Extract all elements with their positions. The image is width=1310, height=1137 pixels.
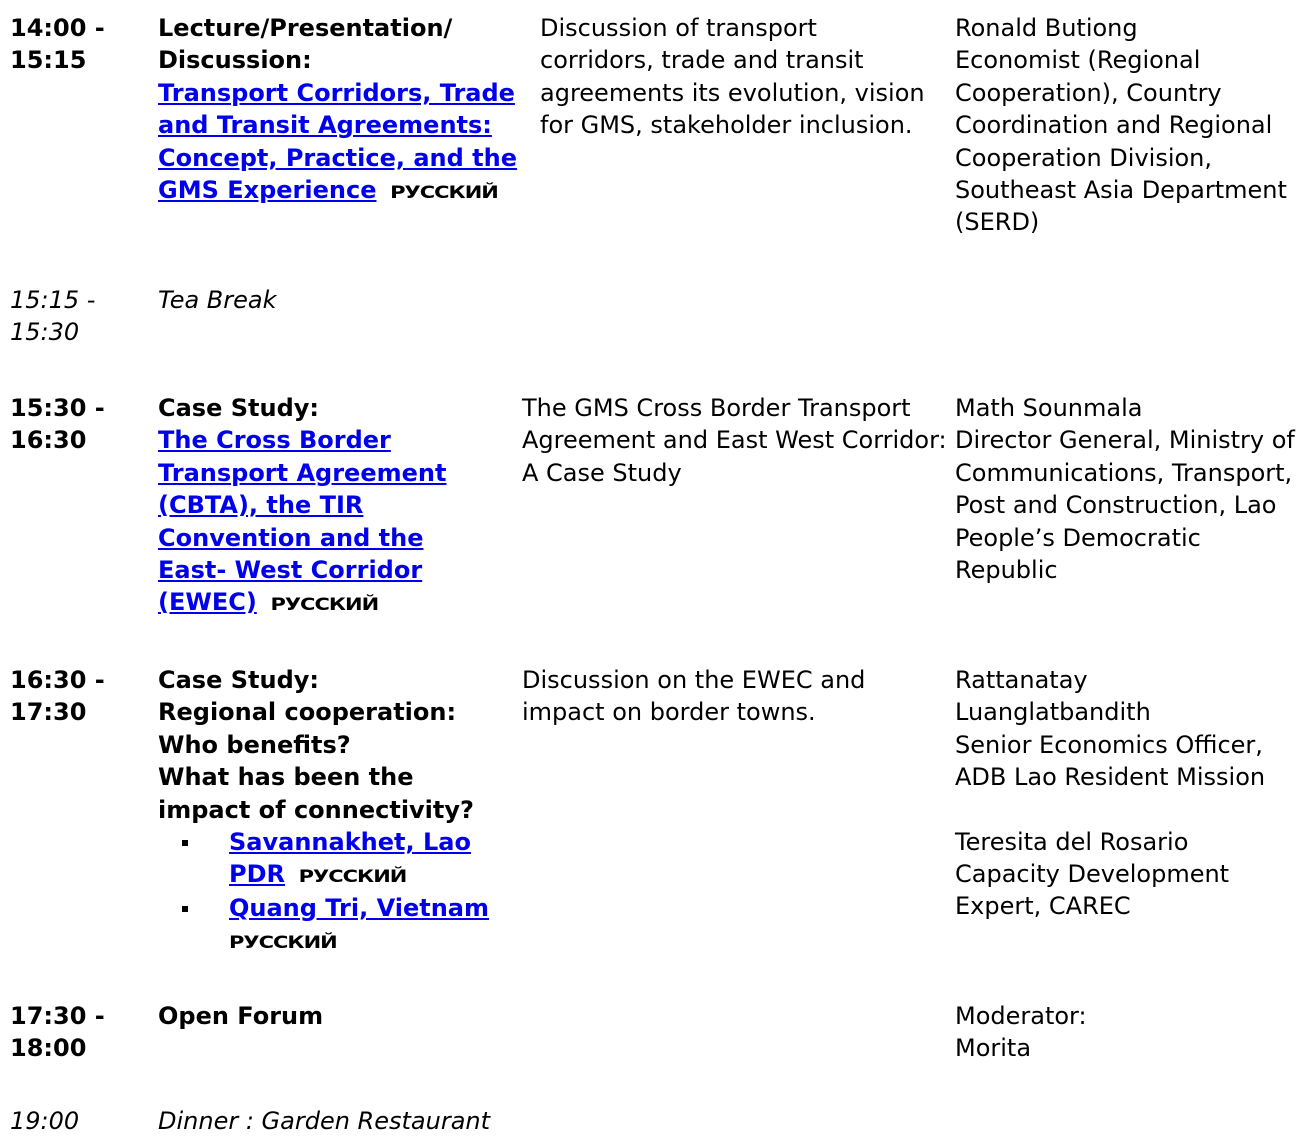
description-cell <box>540 12 930 142</box>
description-text: Discussion on the EWEC and impact on border towns. <box>522 666 866 727</box>
dinner-title: Dinner : Garden Restaurant <box>158 1107 491 1135</box>
time-start: 14:00 - <box>10 14 105 42</box>
description-text: Discussion of transport corridors, trade and transit agreements its evolution, vision for GMS, stakeholder inclusion. <box>540 14 925 140</box>
session-title: Case Study: <box>158 666 319 694</box>
russian-link[interactable]: РУССКИЙ <box>270 594 379 615</box>
session-line: Regional cooperation: <box>158 698 457 727</box>
speaker-name: Math Sounmala <box>955 394 1143 422</box>
session-line: What has been the impact of connectivity? <box>158 763 474 824</box>
russian-link[interactable]: РУССКИЙ <box>229 932 337 953</box>
session-line: Who benefits? <box>158 730 351 759</box>
break-title: Tea Break <box>158 286 277 314</box>
session-cell <box>158 664 518 958</box>
session-title: Open Forum <box>158 1002 324 1030</box>
speaker-title: Senior Economics Officer, ADB Lao Resident Mission <box>955 730 1266 792</box>
time-cell <box>10 1000 150 1065</box>
time-end: 16:30 <box>10 426 87 455</box>
location-link[interactable]: Savannakhet, Lao PDR <box>229 828 471 889</box>
time-cell <box>10 284 150 349</box>
session-cell <box>158 12 518 207</box>
speaker-name: Teresita del Rosario <box>955 827 1189 856</box>
speaker-name: Rattanatay Luanglatbandith <box>955 666 1151 727</box>
speaker-cell <box>955 1000 1310 1065</box>
session-title: Case Study: <box>158 394 319 422</box>
time-end: 18:00 <box>10 1034 87 1063</box>
time-cell <box>10 664 150 729</box>
time-start: 17:30 - <box>10 1002 105 1030</box>
description-cell <box>522 664 922 729</box>
time-cell <box>10 12 150 77</box>
speaker-title: Economist (Regional Cooperation), Country Coordination and Regional Cooperation Division, Southeast Asia Department (SERD) <box>955 46 1287 237</box>
list-item <box>158 892 529 958</box>
session-title: Lecture/Presentation/ Discussion: <box>158 14 453 75</box>
time-end: 15:30 <box>10 318 80 347</box>
description-text: The GMS Cross Border Transport Agreement and East West Corridor: A Case Study <box>522 394 947 487</box>
list-item <box>158 826 519 892</box>
description-cell <box>522 392 947 489</box>
russian-link[interactable]: РУССКИЙ <box>298 866 407 887</box>
speaker-title: Director General, Ministry of Communications, Transport, Post and Construction, Lao People’s Democratic Republic <box>955 426 1295 585</box>
session-cell <box>158 392 518 620</box>
speaker-name: Ronald Butiong <box>955 14 1138 42</box>
speaker-title: Morita <box>955 1034 1032 1063</box>
time-cell <box>10 1105 150 1137</box>
speaker-name: Moderator: <box>955 1002 1087 1030</box>
bullet-icon <box>182 840 188 846</box>
russian-link[interactable]: РУССКИЙ <box>390 182 498 203</box>
speaker-title: Capacity Development Expert, CAREC <box>955 860 1230 921</box>
time-start: 15:15 - <box>10 286 96 314</box>
speaker-cell <box>955 664 1310 923</box>
location-list <box>158 826 518 958</box>
time-start: 15:30 - <box>10 394 105 422</box>
time-end: 17:30 <box>10 698 87 727</box>
time-start: 19:00 <box>10 1107 80 1135</box>
session-link[interactable]: The Cross Border Transport Agreement (CBTA), the TIR Convention and the East- West Corridor (EWEC) <box>158 426 447 617</box>
time-end: 15:15 <box>10 46 87 75</box>
bullet-icon <box>182 906 188 912</box>
time-cell <box>10 392 150 457</box>
speaker-cell <box>955 392 1310 586</box>
location-link[interactable]: Quang Tri, Vietnam <box>229 893 489 922</box>
time-start: 16:30 - <box>10 666 105 694</box>
speaker-cell <box>955 12 1310 239</box>
session-link[interactable]: Transport Corridors, Trade and Transit Agreements: Concept, Practice, and the GMS Experience <box>158 78 517 205</box>
